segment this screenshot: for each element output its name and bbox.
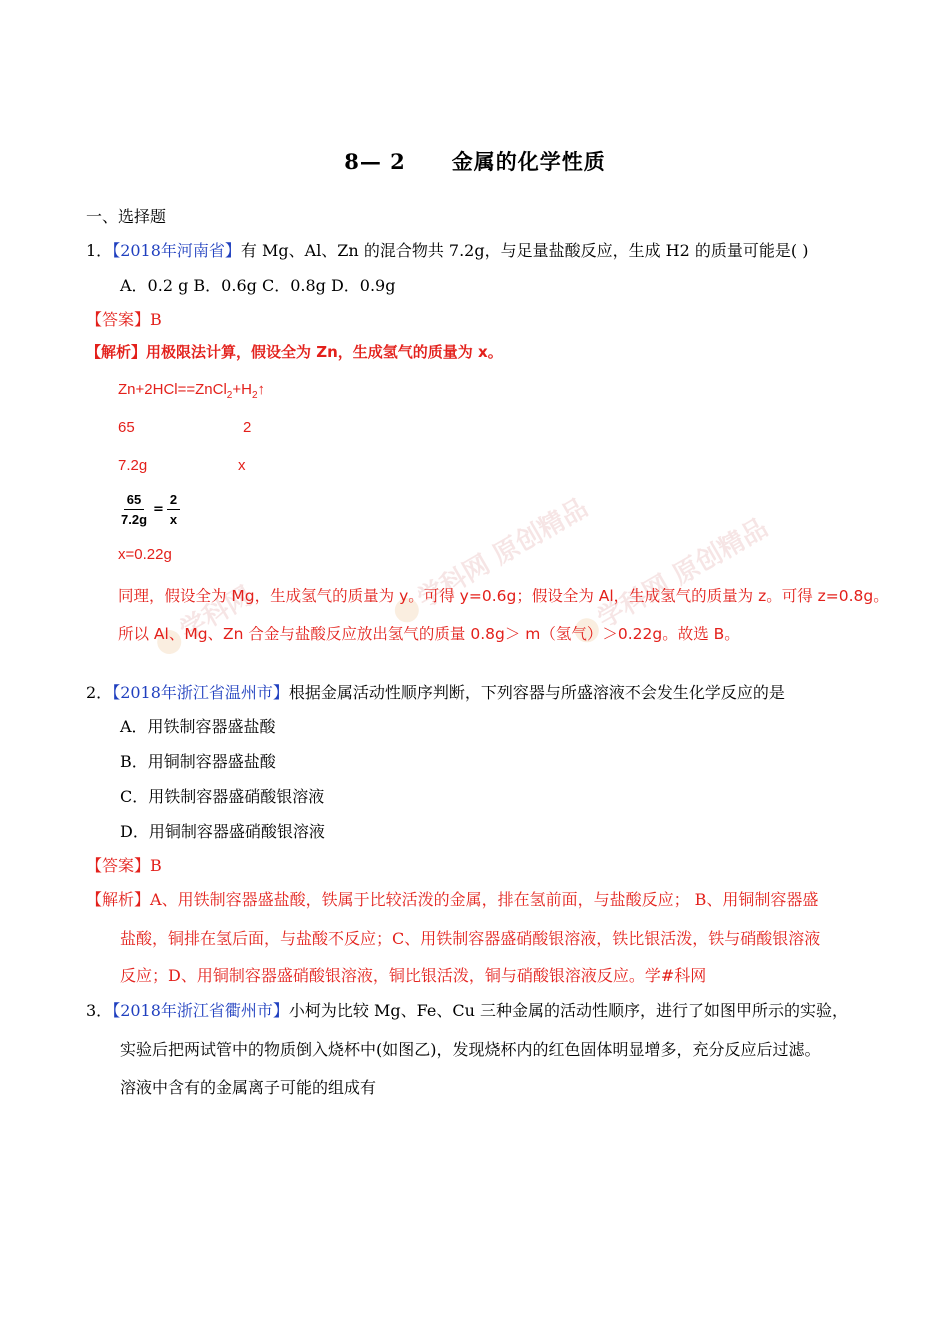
- question-1-analysis: [86, 341, 503, 362]
- question-2-answer: 【答案】B: [86, 856, 162, 875]
- analysis-text: 用极限法计算，假设全为 Zn，生成氢气的质量为 x。: [146, 343, 503, 361]
- option-a: A．用铁制容器盛盐酸: [120, 717, 276, 736]
- fraction-right: [167, 492, 180, 527]
- fraction-numerator: 2: [167, 492, 180, 510]
- equation-part: +H: [232, 381, 252, 398]
- option-c: C．用铁制容器盛硝酸银溶液: [120, 787, 325, 806]
- question-stem: 有 Mg、Al、Zn 的混合物共 7.2g，与足量盐酸反应，生成 H2 的质量可能是( ): [240, 241, 809, 260]
- proportion-equation: [118, 486, 180, 532]
- fraction-numerator: 65: [124, 492, 144, 510]
- question-2-analysis-line-1: [86, 887, 818, 910]
- question-2-analysis-line-2: 盐酸，铜排在氢后面，与盐酸不反应；C、用铁制容器盛硝酸银溶液，铁比银活泼，铁与硝酸银溶液: [120, 929, 821, 948]
- question-2-analysis-line-3: 反应；D、用铜制容器盛硝酸银溶液，铜比银活泼，铜与硝酸银溶液反应。学#科网: [120, 966, 707, 985]
- question-stem: 小柯为比较 Mg、Fe、Cu 三种金属的活动性顺序，进行了如图甲所示的实验，: [288, 1001, 848, 1020]
- question-3-line-3: 溶液中含有的金属离子可能的组成有: [120, 1078, 377, 1097]
- analysis-label: 【解析】: [86, 343, 147, 361]
- analysis-text: A、用铁制容器盛盐酸，铁属于比较活泼的金属，排在氢前面，与盐酸反应； B、用铜制容器盛: [150, 890, 819, 909]
- question-1-options: A．0.2 g B．0.6g C．0.8g D．0.9g: [120, 276, 396, 295]
- question-3-line-2: 实验后把两试管中的物质倒入烧杯中(如图乙)，发现烧杯内的红色固体明显增多，充分反应后过滤。: [120, 1040, 821, 1059]
- ratio-row-1-left: 65: [118, 419, 135, 436]
- equation-part: Zn+2HCl==ZnCl: [118, 381, 227, 398]
- watermark: 学科网 原创精品: [565, 508, 773, 650]
- ratio-row-2-left: 7.2g: [118, 457, 148, 474]
- question-2: [86, 680, 785, 703]
- fraction-left: [118, 492, 150, 527]
- equation-subscript: 2: [226, 390, 233, 401]
- question-1-answer: 【答案】B: [86, 310, 162, 329]
- option-d: D．用铜制容器盛硝酸银溶液: [120, 822, 325, 841]
- question-number: 3．: [86, 1001, 113, 1020]
- chapter-name: 金属的化学性质: [451, 149, 606, 174]
- question-number: 2．: [86, 683, 113, 702]
- question-3: [86, 998, 848, 1021]
- question-1: [86, 238, 808, 261]
- question-source: 【2018年浙江省温州市】: [112, 683, 289, 702]
- question-source: 【2018年浙江省衢州市】: [112, 1001, 289, 1020]
- equation-arrow: ↑: [257, 381, 266, 398]
- question-source: 【2018年河南省】: [112, 241, 241, 260]
- equals-sign: =: [153, 501, 164, 517]
- analysis-line-2: 所以 Al、Mg、Zn 合金与盐酸反应放出氢气的质量 0.8g＞ m（氢气）＞0.22g。故选 B。: [118, 625, 740, 643]
- chapter-number: 8— 2: [344, 149, 406, 174]
- question-number: 1．: [86, 241, 113, 260]
- analysis-line-1: 同理，假设全为 Mg，生成氢气的质量为 y。可得 y=0.6g；假设全为 Al，生成氢气的质量为 z。可得 z=0.8g。: [118, 587, 889, 605]
- section-heading: 一、选择题: [86, 207, 167, 226]
- analysis-label: 【解析】: [86, 890, 151, 909]
- equation-subscript: 2: [251, 390, 258, 401]
- ratio-row-1-right: 2: [243, 419, 252, 436]
- watermark: 学科网 原创精品: [385, 488, 593, 630]
- question-stem: 根据金属活动性顺序判断，下列容器与所盛溶液不会发生化学反应的是: [288, 683, 785, 702]
- page-title: [0, 146, 950, 176]
- chemical-equation: [118, 381, 265, 401]
- option-b: B．用铜制容器盛盐酸: [120, 752, 276, 771]
- result-x: x=0.22g: [118, 546, 172, 563]
- watermark: 学科网: [148, 576, 258, 661]
- fraction-denominator: x: [169, 511, 178, 527]
- ratio-row-2-right: x: [238, 457, 246, 474]
- fraction-denominator: 7.2g: [121, 511, 148, 527]
